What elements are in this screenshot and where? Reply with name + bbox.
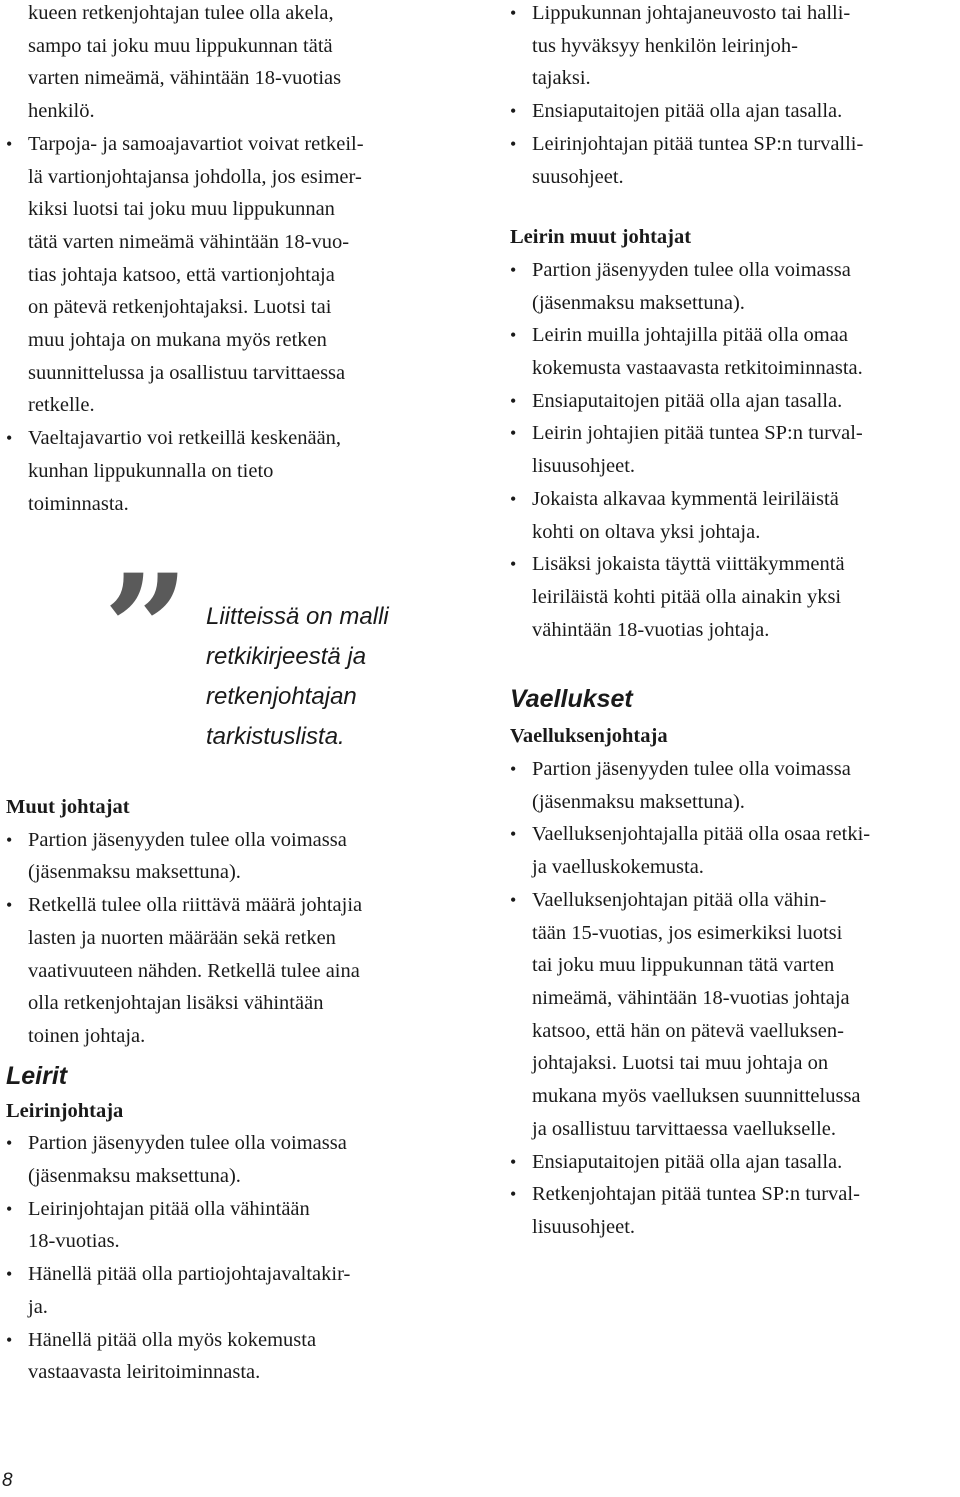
text-line: suunnittelussa ja osallistuu tarvittaessa: [28, 361, 346, 384]
bullet-item: • Partion jäsenyyden tulee olla voimassa: [6, 1127, 456, 1160]
subheading-leirinjohtaja: Leirinjohtaja: [6, 1099, 124, 1122]
text-line: henkilö.: [28, 100, 95, 123]
bullet-item: • Ensiaputaitojen pitää olla ajan tasalla.: [510, 1146, 955, 1179]
subheading-vaelluksenjohtaja: Vaelluksenjohtaja: [510, 725, 668, 748]
bullet-item: • Partion jäsenyyden tulee olla voimassa: [6, 824, 456, 857]
text-line: varten nimeämä, vähintään 18-vuotias: [28, 67, 342, 90]
text-line: lisuusohjeet.: [532, 455, 636, 478]
bullet-item: • Leirin johtajien pitää tuntea SP:n turval-: [510, 417, 955, 450]
text-line: retkelle.: [28, 394, 95, 417]
bullet-item: • Ensiaputaitojen pitää olla ajan tasalla.: [510, 385, 955, 418]
text-line: toiminnasta.: [28, 492, 129, 515]
text-line: vastaavasta leiritoiminnasta.: [28, 1361, 261, 1384]
text-line: tätä varten nimeämä vähintään 18-vuo-: [28, 230, 350, 253]
left-column-lower: [6, 791, 456, 1389]
text-line: ja.: [28, 1295, 48, 1318]
text-line: tias johtaja katsoo, että vartionjohtaja: [28, 263, 335, 286]
pull-quote-line: retkenjohtajan: [206, 683, 357, 710]
subheading-leirin-muut-johtajat: Leirin muut johtajat: [510, 226, 692, 249]
text-line: suusohjeet.: [532, 165, 624, 188]
text-line: kokemusta vastaavasta retkitoiminnasta.: [532, 357, 863, 380]
bullet-item: • Hänellä pitää olla partiojohtajavaltakir-: [6, 1258, 456, 1291]
bullet-item: • Vaelluksenjohtajan pitää olla vähin-: [510, 884, 955, 917]
bullet-item: • Jokaista alkavaa kymmentä leiriläistä: [510, 483, 955, 516]
text-line: tai joku muu lippukunnan tätä varten: [532, 954, 835, 977]
text-line: 18-vuotias.: [28, 1230, 120, 1253]
bullet-item: • Retkenjohtajan pitää tuntea SP:n turval-: [510, 1178, 955, 1211]
bullet-item: • Retkellä tulee olla riittävä määrä johtajia: [6, 889, 456, 922]
text-line: tään 15-vuotias, jos esimerkiksi luotsi: [532, 921, 843, 944]
text-line: leiriläistä kohti pitää olla ainakin yksi: [532, 585, 842, 608]
quote-mark-icon: ”: [103, 542, 182, 718]
text-line: vaativuuteen nähden. Retkellä tulee aina: [28, 959, 360, 982]
text-line: on pätevä retkenjohtajaksi. Luotsi tai: [28, 296, 332, 319]
bullet-item: • Leirin muilla johtajilla pitää olla omaa: [510, 319, 955, 352]
pull-quote-line: Liitteissä on malli: [206, 603, 389, 630]
bullet-item: • Hänellä pitää olla myös kokemusta: [6, 1324, 456, 1357]
bullet-item: • Vaeltajavartio voi retkeillä keskenään,: [6, 422, 456, 455]
page-number: 8: [2, 1470, 13, 1491]
bullet-item: • Leirinjohtajan pitää tuntea SP:n turvalli-: [510, 128, 955, 161]
intro-continued: [6, 0, 456, 520]
text-line: lasten ja nuorten määrään sekä retken: [28, 926, 336, 949]
section-title-vaellukset: Vaellukset: [510, 685, 633, 714]
text-line: nimeämä, vähintään 18-vuotias johtaja: [532, 986, 850, 1009]
text-line: (jäsenmaksu maksettuna).: [532, 790, 745, 813]
text-line: muu johtaja on mukana myös retken: [28, 329, 327, 352]
pull-quote-text: [206, 597, 446, 757]
bullet-item: • Vaelluksenjohtajalla pitää olla osaa retki-: [510, 818, 955, 851]
text-line: lisuusohjeet.: [532, 1215, 636, 1238]
bullet-item: • Leirinjohtajan pitää olla vähintään: [6, 1193, 456, 1226]
text-line: kohti on oltava yksi johtaja.: [532, 520, 761, 543]
text-line: kiksi luotsi tai joku muu lippukunnan: [28, 198, 335, 221]
text-line: katsoo, että hän on pätevä vaelluksen-: [532, 1019, 844, 1042]
bullet-item: • Tarpoja- ja samoajavartiot voivat retkeil-: [6, 128, 456, 161]
text-line: johtajaksi. Luotsi tai muu johtaja on: [532, 1052, 829, 1075]
text-line: toinen johtaja.: [28, 1024, 146, 1047]
pull-quote-line: tarkistuslista.: [206, 723, 345, 750]
text-line: olla retkenjohtajan lisäksi vähintään: [28, 992, 324, 1015]
text-line: kunhan lippukunnalla on tieto: [28, 459, 274, 482]
text-line: sampo tai joku muu lippukunnan tätä: [28, 34, 333, 57]
text-line: kueen retkenjohtajan tulee olla akela,: [28, 2, 334, 24]
pull-quote: [103, 542, 443, 763]
text-line: (jäsenmaksu maksettuna).: [28, 1165, 241, 1188]
text-line: vähintään 18-vuotias johtaja.: [532, 618, 770, 641]
bullet-item: • Partion jäsenyyden tulee olla voimassa: [510, 753, 955, 786]
text-line: tus hyväksyy henkilön leirinjoh-: [532, 34, 798, 57]
section-title-leirit: Leirit: [6, 1061, 68, 1090]
text-line: lä vartionjohtajansa johdolla, jos esimer-: [28, 165, 362, 188]
text-line: tajaksi.: [532, 67, 591, 90]
pull-quote-line: retkikirjeestä ja: [206, 643, 367, 670]
text-line: ja vaelluskokemusta.: [532, 856, 704, 879]
left-column: [6, 0, 456, 520]
text-line: (jäsenmaksu maksettuna).: [28, 861, 241, 884]
text-line: ja osallistuu tarvittaessa vaellukselle.: [532, 1117, 836, 1140]
bullet-item: • Lippukunnan johtajaneuvosto tai halli-: [510, 0, 955, 30]
bullet-item: • Partion jäsenyyden tulee olla voimassa: [510, 254, 955, 287]
bullet-item: • Lisäksi jokaista täyttä viittäkymmentä: [510, 548, 955, 581]
right-column: [510, 0, 955, 1244]
section-heading-muut-johtajat: Muut johtajat: [6, 796, 130, 818]
text-line: mukana myös vaelluksen suunnittelussa: [532, 1085, 861, 1108]
text-line: (jäsenmaksu maksettuna).: [532, 291, 745, 314]
bullet-item: • Ensiaputaitojen pitää olla ajan tasalla.: [510, 95, 955, 128]
